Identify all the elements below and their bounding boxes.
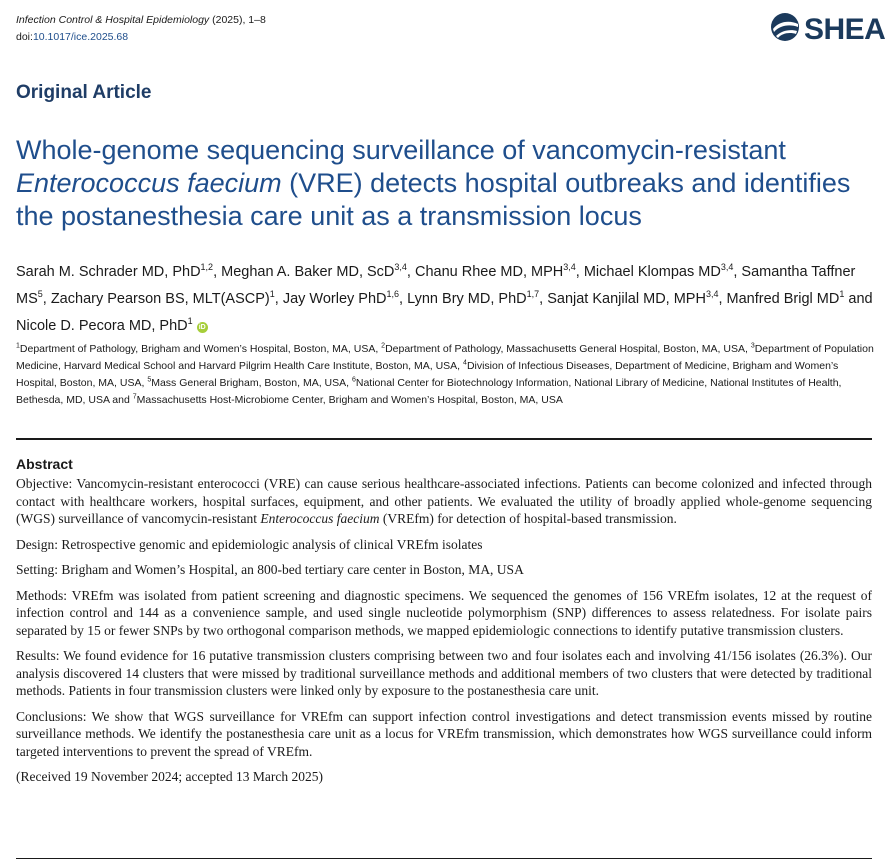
received-dates: (Received 19 November 2024; accepted 13 March 2025) — [16, 769, 324, 784]
author[interactable]: Samantha Taffner $MS^5$ — [16, 264, 856, 307]
divider-top — [16, 438, 872, 440]
author[interactable]: Meghan A. Baker MD, ScD$^{3,4}$ — [221, 262, 407, 280]
doi-prefix: doi: — [16, 31, 33, 43]
author[interactable]: Zachary Pearson BS, MLT(ASCP)$^1$ — [50, 289, 275, 307]
abstract-design: Design: Retrospective genomic and epidemiologic analysis of clinical VREfm isolates — [16, 536, 483, 552]
author[interactable]: Michael Klompas MD$^{3,4}$ — [583, 262, 734, 280]
article-type: Original Article — [16, 82, 152, 103]
orcid-icon[interactable]: iD — [198, 324, 206, 331]
author[interactable]: Sarah M. Schrader MD, PhD$^{1,2}$ — [16, 262, 214, 280]
journal-name: Infection Control & Hospital Epidemiology — [16, 14, 210, 26]
title-line-1: Whole-genome sequencing surveillance of vancomycin-resistant — [16, 135, 786, 165]
author[interactable]: Manfred Brigl $MD^1$ — [726, 289, 845, 307]
shea-globe-icon — [770, 12, 800, 47]
abstract-results: Results: We found evidence for 16 putative transmission clusters comprising between two and four isolates each and involving 41/156 isolates (26.3%). Our analysis discovered 14 clusters that were missed by traditional surveillance methods and additional members of two clusters that were detected by traditional methods. Patients in four transmission clusters were linked only by exposure to the postanesthesia care unit. — [16, 648, 872, 698]
abstract-methods: Methods: VREfm was isolated from patient screening and diagnostic specimens. We sequenced the genomes of 156 VREfm isolates, 12 at the request of infection control and 144 as a convenience sample, and used single nucleotide polymorphism (SNP) differences to assess relatedness. For isolate pairs separated by 15 or fewer SNPs by two orthogonal comparison methods, we mapped epidemiologic connections to identify putative transmission clusters. — [16, 587, 872, 638]
article-title — [16, 134, 876, 233]
abstract — [16, 456, 872, 794]
author[interactable]: Nicole D. Pecora MD, PhD$^1$ — [16, 316, 193, 334]
abstract-heading: Abstract — [16, 456, 73, 472]
abstract-setting: Setting: Brigham and Women’s Hospital, an 800-bed tertiary care center in Boston, MA, USA — [16, 562, 524, 577]
shea-logo — [770, 12, 885, 47]
author[interactable]: Jay Worley PhD$^{1,6}$ — [282, 289, 400, 307]
author[interactable]: Lynn Bry MD, PhD$^{1,7}$ — [407, 289, 540, 307]
doi-link[interactable]: 10.1017/ice.2025.68 — [32, 31, 129, 43]
logo-text: SHEA — [804, 12, 886, 46]
author-conjunction: and — [848, 291, 873, 307]
title-line-3: the postanesthesia care unit as a transmission locus — [16, 201, 642, 231]
abstract-objective: Objective: Vancomycin-resistant enterococci (VRE) can cause serious healthcare-associated infections. Patients can become colonized and infected through contact with healthcare workers, hospital surfaces, equipment, and other patients. We evaluated the utility of broadly applied whole-genome sequencing (WGS) surveillance of vancomycin-resistant Enterococcus faecium (VREfm) for detection of hospital-based transmission. — [16, 476, 872, 526]
title-species: Enterococcus faecium — [16, 168, 282, 198]
author[interactable]: Sanjat Kanjilal MD, MPH$^{3,4}$ — [547, 289, 719, 307]
divider-bottom — [16, 858, 872, 859]
author-list: Sarah M. Schrader MD, PhD$^{1,2}$, Meghan A. Baker MD, ScD$^{3,4}$, Chanu Rhee MD, MPH$^{3,4}$, Michael Klompas MD$^{3,4}$, Samantha Taffner $MS^5$, Zachary Pearson BS, MLT(ASCP)$^1$, Jay Worley PhD$^{1,6}$, Lynn Bry MD, PhD$^{1,7}$, Sanjat Kanjilal MD, MPH$^{3,4}$, Manfred Brigl $MD^1$ and Nicole D. Pecora MD, PhD$^1$ iD — [16, 262, 873, 334]
author[interactable]: Chanu Rhee MD, MPH$^{3,4}$ — [414, 262, 576, 280]
journal-header — [16, 12, 266, 46]
citation: (2025), 1–8 — [212, 14, 266, 26]
abstract-conclusions: Conclusions: We show that WGS surveillance for VREfm can support infection control investigations and detect transmission events missed by routine surveillance methods. We identify the postanesthesia care unit as a locus for VREfm transmission, which demonstrates how WGS surveillance could inform targeted interventions to prevent the spread of VREfm. — [16, 708, 872, 759]
title-line-2: (VRE) detects hospital outbreaks and identifies — [281, 168, 851, 198]
affiliations: $^1$Department of Pathology, Brigham and Women’s Hospital, Boston, MA, USA, $^2$Department of Pathology, Massachusetts General Hospital, Boston, MA, USA, $^3$Department of Population Medicine, Harvard Medical School and Harvard Pilgrim Health Care Institute, Boston, MA, USA, $^4$Division of Infectious Diseases, Department of Medicine, Brigham and Women’s Hospital, Boston, MA, USA, $^5$Mass General Brigham, Boston, MA, USA, $^6$National Center for Biotechnology Information, National Library of Medicine, National Institutes of Health, Bethesda, MD, USA and $^7$Massachusetts Host-Microbiome Center, Brigham and Women’s Hospital, Boston, MA, USA — [16, 342, 874, 406]
